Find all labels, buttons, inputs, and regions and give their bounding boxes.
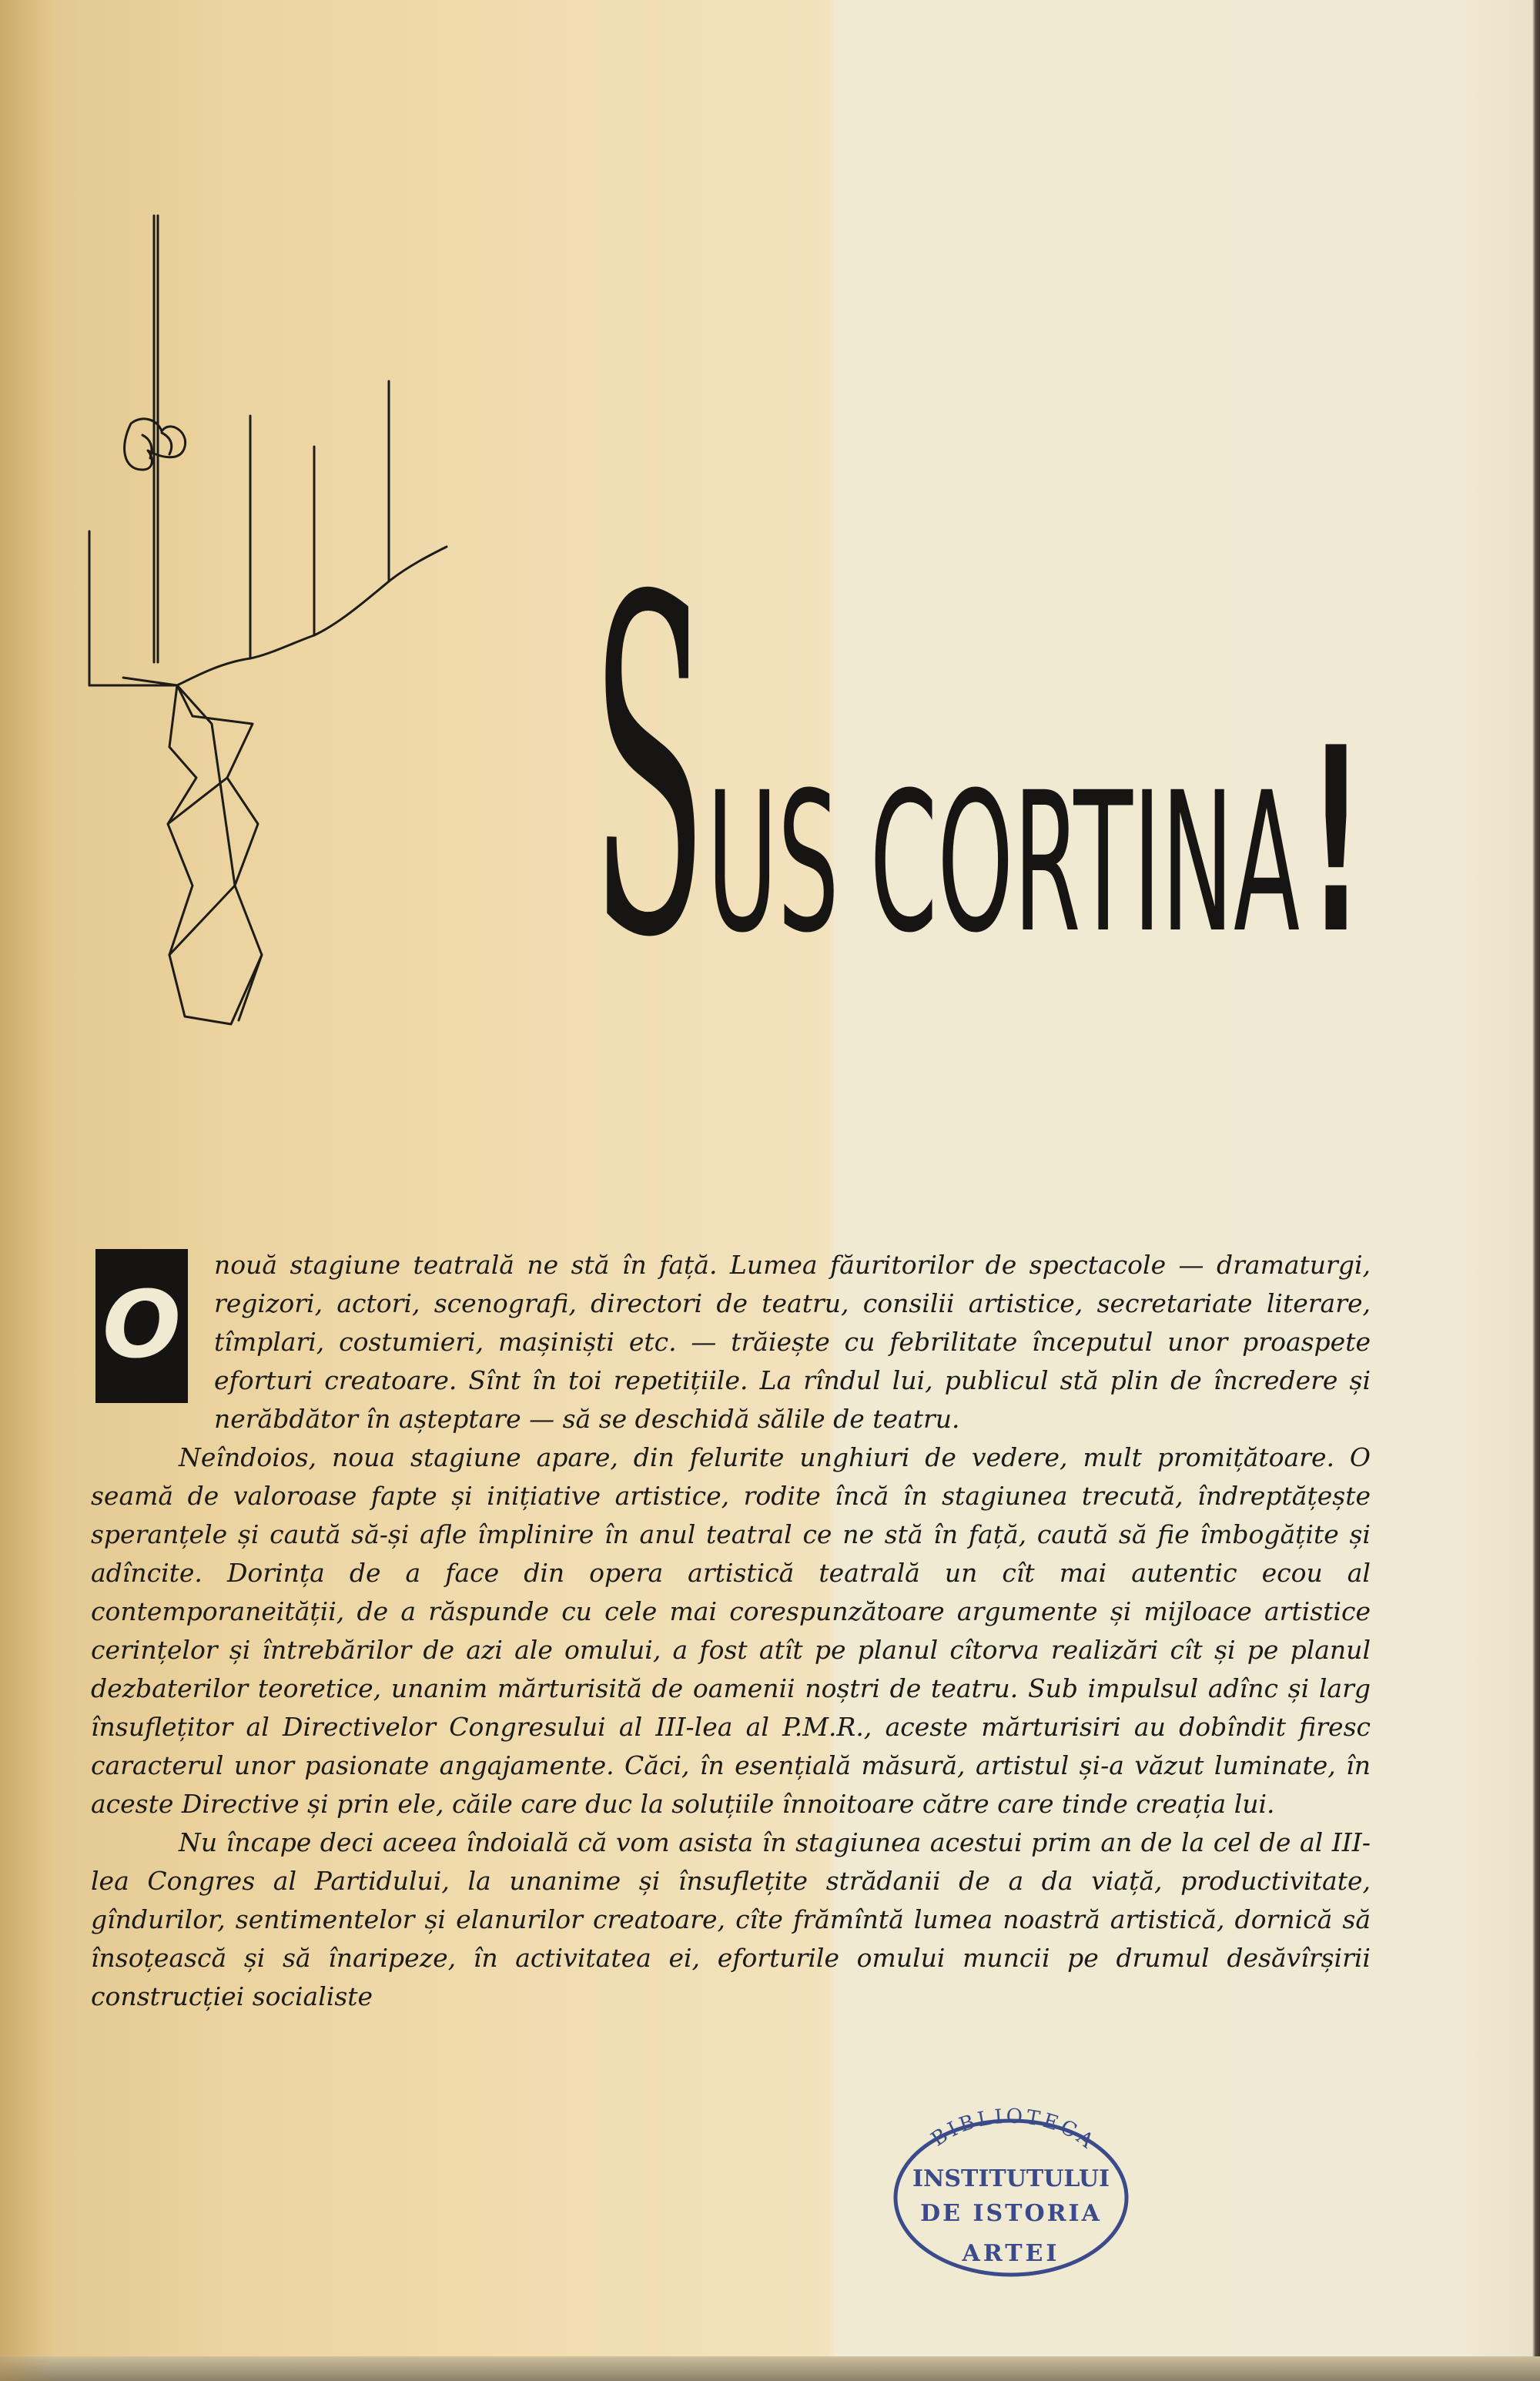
paragraph-2: Neîndoios, noua stagiune apare, din felurite unghiuri de vedere, mult promițătoare. O seamă de valoroase fapte și inițiative artistice, rodite încă în stagiunea trecută, îndreptățește speranțele și caută să-și afle împlinire în anul teatral ce ne stă în față, caută să fie îmbogățite și adîncite. Dorința de a face din opera artistică teatrală un cît mai autentic ecou al contemporaneității, de a răspunde cu cele mai corespunzătoare argumente și mijloace artistice cerințelor și întrebărilor de azi ale omului, a fost atît pe planul cîtorva realizări cît și pe planul dezbaterilor teoretice, unanim mărturisită de oamenii noștri de teatru. Sub impulsul adînc și larg însuflețitor al Directivelor Congresului al III-lea al P.M.R., aceste mărturisiri au dobîndit firesc caracterul unor pasionate angajamente. Căci, în esențială măsură, artistul și-a văzut luminate, în aceste Directive și prin ele, căile care duc la soluțiile înnoitoare către care tinde creația lui. <box>91 1442 1371 1819</box>
stamp-line-1: INSTITUTULUI <box>912 2165 1110 2192</box>
stamp-line-3: ARTEI <box>962 2240 1060 2267</box>
article-text <box>91 1246 1371 2016</box>
svg-text:BIBLIOTECA <box>927 2105 1100 2155</box>
dropcap <box>95 1249 188 1403</box>
title-initial: S <box>591 501 707 1039</box>
dropcap-letter: O <box>102 1272 181 1379</box>
paragraph-3: Nu încape deci aceea îndoială că vom asista în stagiunea acestui prim an de la cel de al III-lea Congres al Partidului, la unanime și însuflețite strădanii de a da viață, productivitate, gîndurilor, sentimentelor și elanurilor creatoare, cîte frămîntă lumea noastră artistică, dornică să însoțească și să înaripeze, în activitatea ei, eforturile omului muncii pe drumul desăvîrșirii construcției socialiste <box>91 1827 1371 2011</box>
title-rest: US CORTINA <box>707 751 1300 975</box>
curtain-illustration <box>77 193 616 1047</box>
title-sus-cortina <box>591 481 1408 1039</box>
page-bottom-edge <box>0 2356 1540 2381</box>
stamp-line-2: DE ISTORIA <box>920 2200 1102 2227</box>
title-exclamation: ! <box>1309 694 1363 990</box>
paragraph-1: nouă stagiune teatrală ne stă în față. Lumea făuritorilor de spectacole — dramaturgi, regizori, actori, scenografi, directori de teatru, consilii artistice, secretariate literare, tîmplari, costumieri, mașiniști etc. — trăiește cu febrilitate începutul unor proaspete eforturi creatoare. Sînt în toi repetițiile. La rîndul lui, publicul stă plin de încredere și nerăbdător în așteptare — să se deschidă sălile de teatru. <box>214 1250 1371 1434</box>
stamp-arc-text: BIBLIOTECA <box>927 2105 1100 2155</box>
library-stamp <box>869 2082 1146 2290</box>
